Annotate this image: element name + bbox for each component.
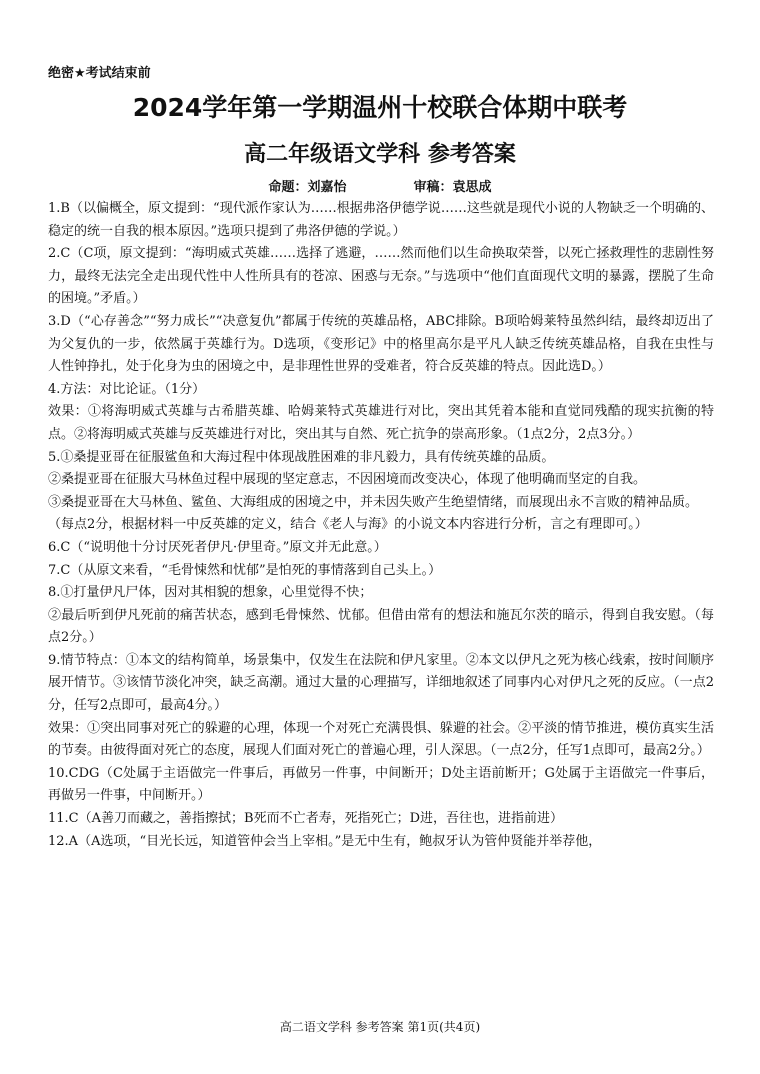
answer-paragraph: ③桑提亚哥在大马林鱼、鲨鱼、大海组成的困境之中，并未因失败产生绝望情绪，而展现出永不言败的精神品质。 <box>48 494 699 510</box>
page-footer: 高二语文学科 参考答案 第1页(共4页) <box>279 1020 481 1034</box>
answer-paragraph: 2.C（C项，原文提到：“海明威式英雄……选择了逃避，……然而他们以生命换取荣誉，以死亡拯救理性的悲剧性努力，最终无法完全走出现代性中人性所具有的苍凉、困惑与无奈。”与选项中“他们直面现代文明的暴露，摆脱了生命的困境。”矛盾。） <box>48 246 714 307</box>
secret-mark: 绝密★考试结束前 <box>48 66 151 81</box>
reviewer-credit: 审稿：袁思成 <box>413 180 492 195</box>
answer-paragraph: 6.C（“说明他十分讨厌死者伊凡·伊里奇。”原文并无此意。） <box>48 539 387 555</box>
credits-line <box>0 176 760 195</box>
answer-paragraph: 9.情节特点：①本文的结构简单，场景集中，仅发生在法院和伊凡家里。②本文以伊凡之死为核心线索，按时间顺序展开情节。③该情节淡化冲突，缺乏高潮。通过大量的心理描写，详细地叙述了同事内心对伊凡之死的反应。（一点2分，任写2点即可，最高4分。） <box>48 652 714 714</box>
answer-paragraph: 3.D（“心存善念”“努力成长”“决意复仇”都属于传统的英雄品格，ABC排除。B项哈姆莱特虽然纠结，最终却迈出了为父复仇的一步，依然属于英雄行为。D选项，《变形记》中的格里高尔是平凡人缺乏传统英雄品格，自我在虫性与人性钟挣扎，处于化身为虫的困境之中，是非理性世界的受难者，符合反英雄的特点。因此选D。） <box>48 313 714 375</box>
author-credit: 命题：刘嘉怡 <box>268 180 347 195</box>
answer-paragraph: 8.①打量伊凡尸体，因对其相貌的想象，心里觉得不快； <box>48 585 373 601</box>
answer-paragraph: 10.CDG（C处属于主语做完一件事后，再做另一件事，中间断开；D处主语前断开；G处属于主语做完一件事后，再做另一件事，中间断开。） <box>48 765 714 804</box>
answer-paragraph: 4.方法：对比论证。（1分） <box>48 381 206 397</box>
answer-paragraph: ②桑提亚哥在征服大马林鱼过程中展现的坚定意志，不因困境而改变决心，体现了他明确而坚定的自我。 <box>48 472 647 488</box>
answer-paragraph: 效果：①将海明威式英雄与古希腊英雄、哈姆莱特式英雄进行对比，突出其凭着本能和直觉同残酷的现实抗衡的特点。②将海明威式英雄与反英雄进行对比，突出其与自然、死亡抗争的崇高形象。（1点2分，2点3分。） <box>48 404 714 442</box>
answer-paragraph: 7.C（从原文来看，“毛骨悚然和忧郁”是怕死的事情落到自己头上。） <box>48 562 442 578</box>
answer-paragraph: 11.C（A善刀而藏之，善指擦拭；B死而不亡者寿，死指死亡；D进，吾往也，进指前进） <box>48 811 563 827</box>
exam-title: 2024学年第一学期温州十校联合体期中联考 <box>132 93 628 122</box>
answer-list <box>48 198 714 853</box>
answer-paragraph: 5.①桑提亚哥在征服鲨鱼和大海过程中体现战胜困难的非凡毅力，具有传统英雄的品质。 <box>48 449 555 465</box>
answer-paragraph: 12.A（A选项，“目光长远，知道管仲会当上宰相。”是无中生有，鲍叔牙认为管仲贤能并举荐他， <box>48 833 602 849</box>
answer-paragraph: （每点2分，根据材料一中反英雄的定义，结合《老人与海》的小说文本内容进行分析，言之有理即可。） <box>48 517 648 533</box>
answer-paragraph: 效果：①突出同事对死亡的躲避的心理，体现一个对死亡充满畏惧、躲避的社会。②平淡的情节推进，模仿真实生活的节奏。由彼得面对死亡的态度，展现人们面对死亡的普遍心理，引人深思。（一点2分，任写1点即可，最高2分。） <box>48 720 714 759</box>
exam-subtitle: 高二年级语文学科 参考答案 <box>244 142 516 167</box>
answer-paragraph: 1.B（以偏概全，原文提到：“现代派作家认为……根据弗洛伊德学说……这些就是现代小说的人物缺乏一个明确的、稳定的统一自我的根本原因。”选项只提到了弗洛伊德的学说。） <box>48 201 714 239</box>
answer-paragraph: ②最后听到伊凡死前的痛苦状态，感到毛骨悚然、忧郁。但借由常有的想法和施瓦尔茨的暗示，得到自我安慰。（每点2分。） <box>48 607 714 646</box>
